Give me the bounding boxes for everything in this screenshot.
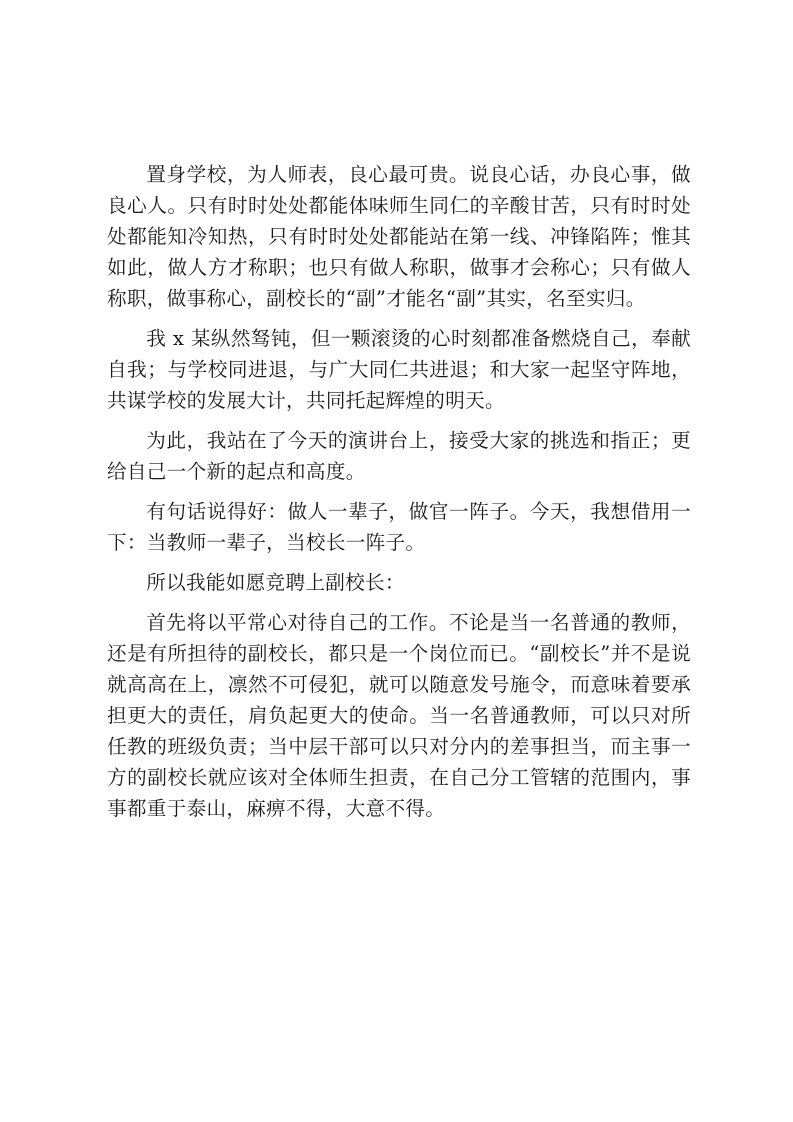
paragraph-1: 置身学校，为人师表，良心最可贵。说良心话，办良心事，做良心人。只有时时处处都能体味师生同仁的辛酸甘苦，只有时时处处都能知冷知热，只有时时处处都能站在第一线、冲锋陷阵；惟其如此，做人方才称职；也只有做人称职，做事才会称心；只有做人称职，做事称心，副校长的“副”才能名“副”其实，名至实归。: [107, 163, 691, 310]
paragraph-3: 为此，我站在了今天的演讲台上，接受大家的挑选和指正；更给自己一个新的起点和高度。: [107, 429, 691, 483]
paragraph-2: 我 x 某纵然驽钝，但一颗滚烫的心时刻都准备燃烧自己，奉献自我；与学校同进退，与广大同仁共进退；和大家一起坚守阵地，共谋学校的发展大计，共同托起辉煌的明天。: [107, 327, 691, 412]
paragraph-4: 有句话说得好：做人一辈子，做官一阵子。今天，我想借用一下：当教师一辈子，当校长一阵子。: [107, 500, 691, 554]
paragraph-6: 首先将以平常心对待自己的工作。不论是当一名普通的教师，还是有所担待的副校长，都只是一个岗位而已。“副校长”并不是说就高高在上，凛然不可侵犯，就可以随意发号施令，而意味着要承担更大的责任，肩负起更大的使命。当一名普通教师，可以只对所任教的班级负责；当中层干部可以只对分内的差事担当，而主事一方的副校长就应该对全体师生担责，在自己分工管辖的范围内，事事都重于泰山，麻痹不得，大意不得。: [107, 611, 691, 820]
document-body: [107, 159, 691, 833]
paragraph-5: 所以我能如愿竞聘上副校长：: [146, 571, 405, 594]
